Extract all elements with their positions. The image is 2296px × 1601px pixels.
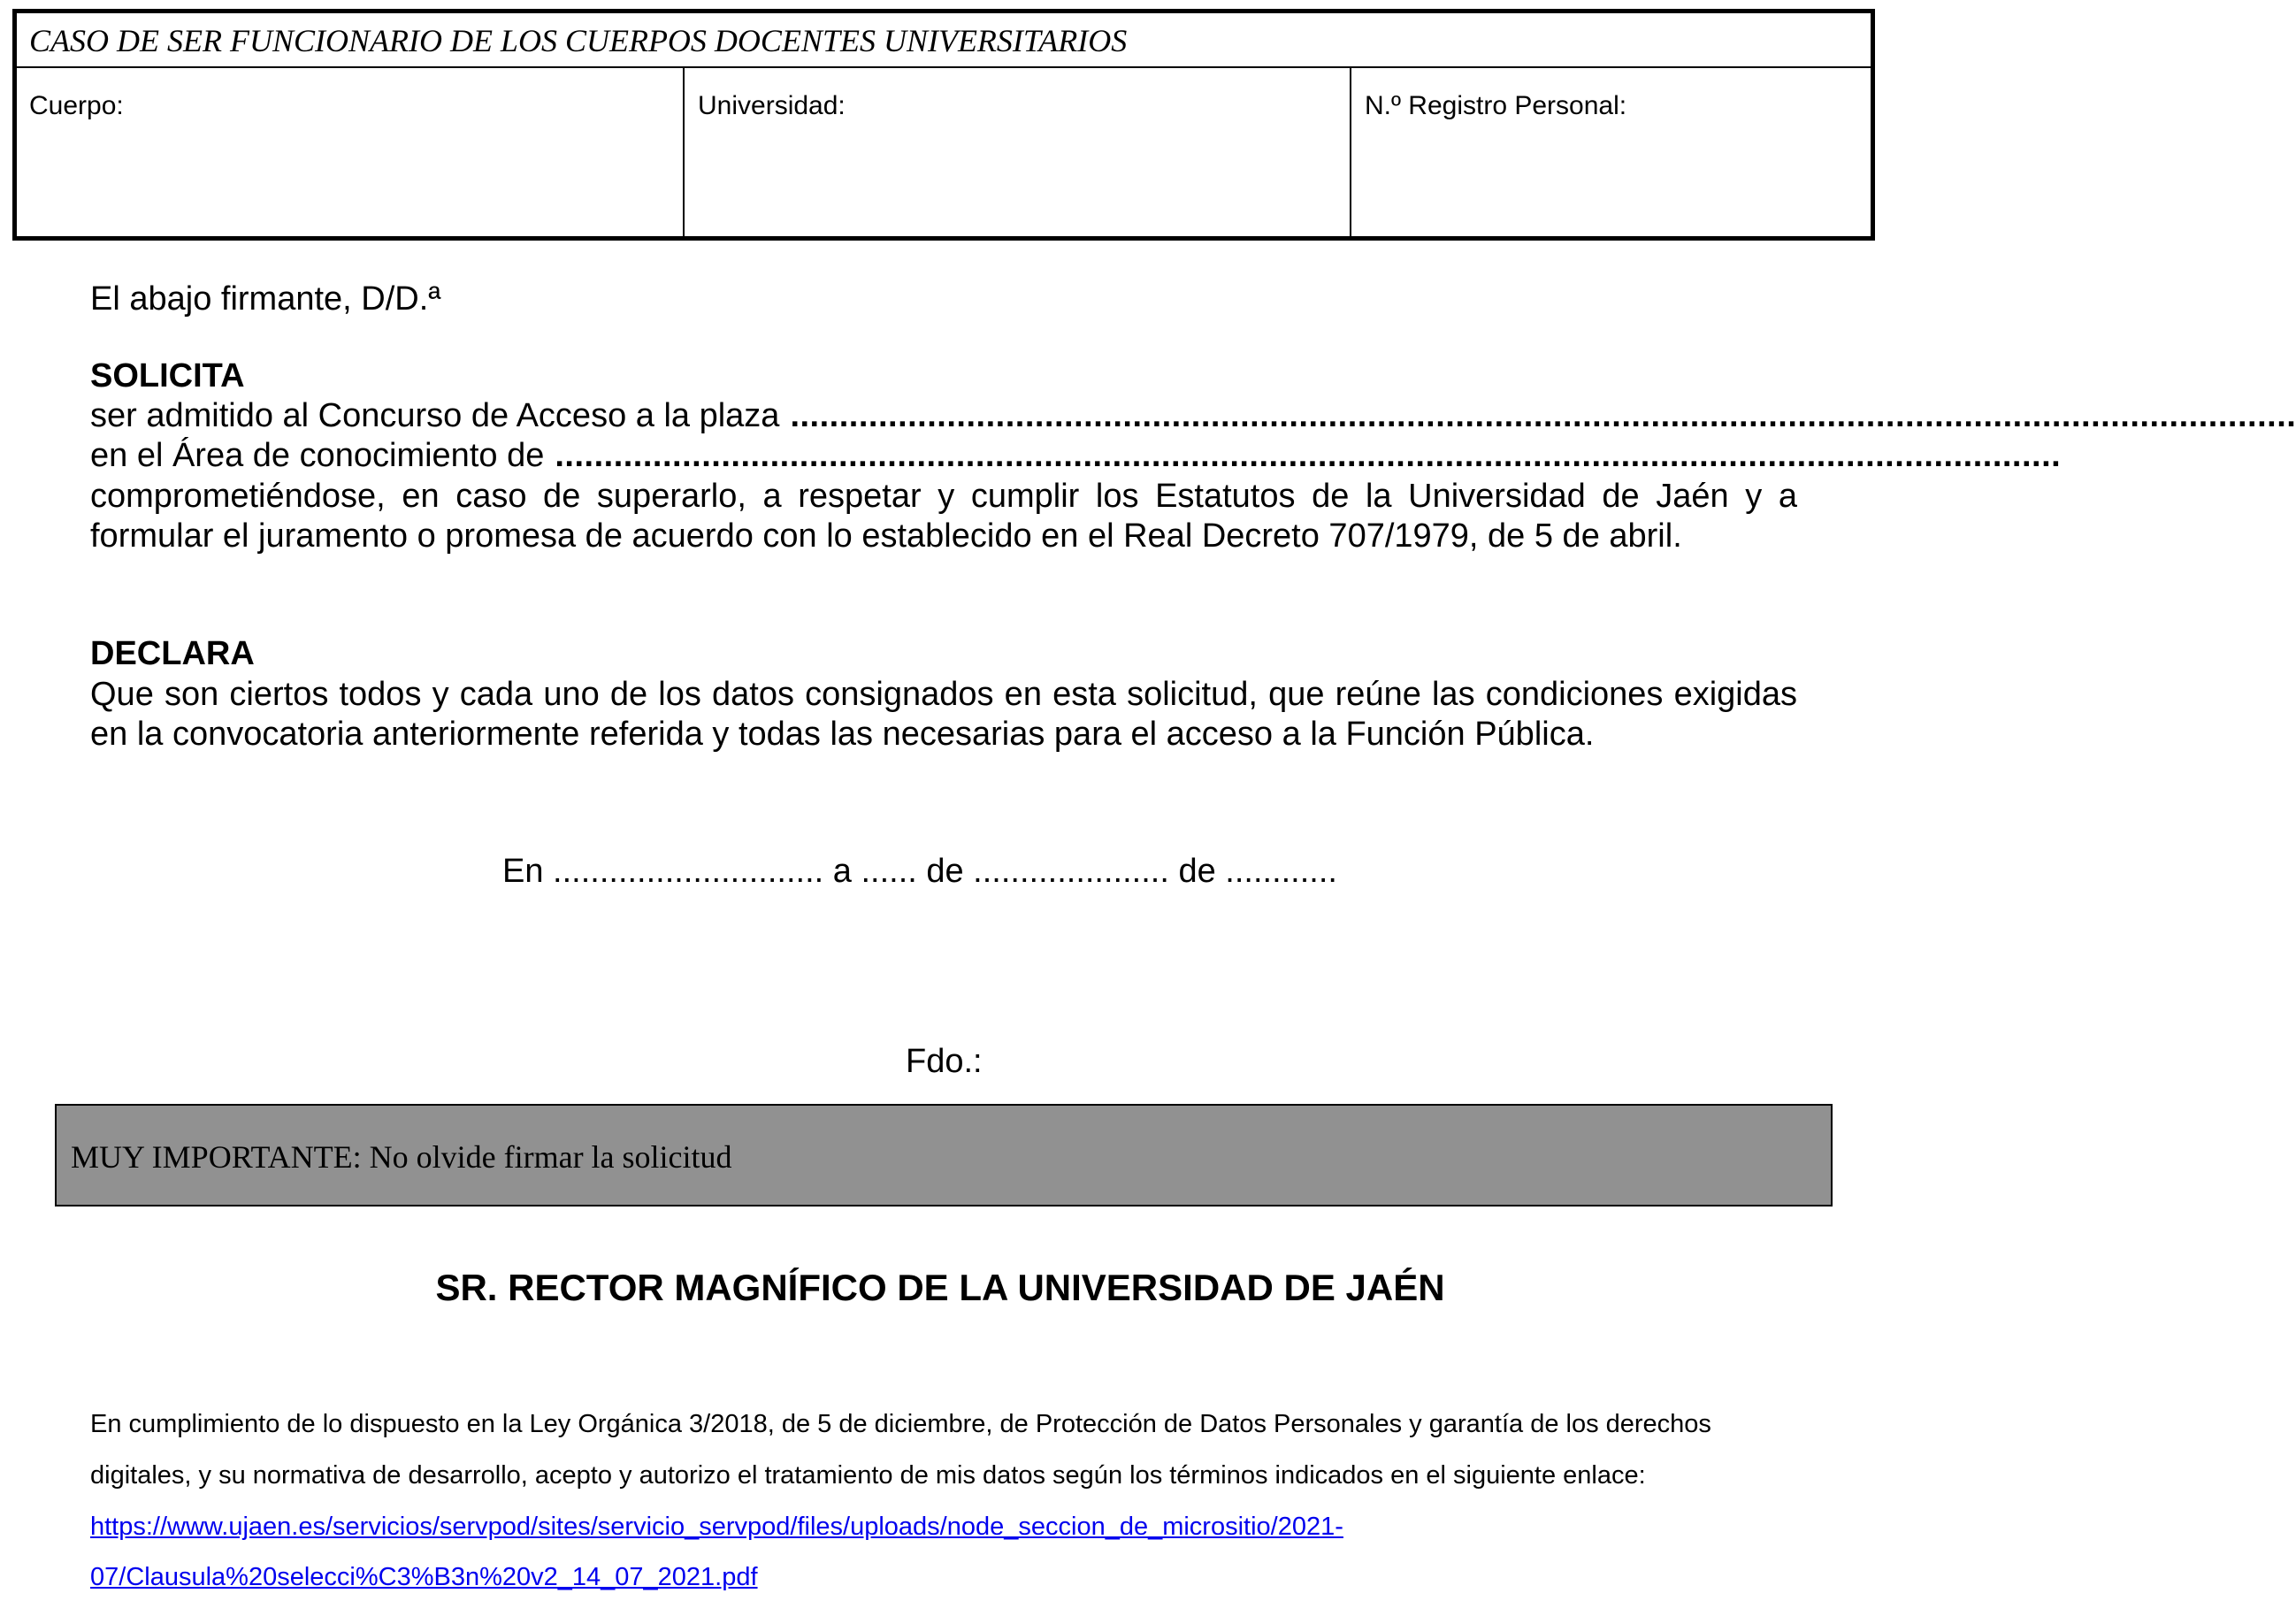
aviso-text: MUY IMPORTANTE: No olvide firmar la solicitud xyxy=(71,1139,732,1175)
clausula-link-line-1[interactable]: https://www.ujaen.es/servicios/servpod/sites/servicio_servpod/files/uploads/node_seccion_de_micrositio/2021- xyxy=(90,1513,1343,1541)
area-label: en el Área de conocimiento de xyxy=(90,437,545,474)
destinatario-title: SR. RECTOR MAGNÍFICO DE LA UNIVERSIDAD DE JAÉN xyxy=(435,1267,1445,1308)
universidad-label: Universidad: xyxy=(698,91,846,120)
area-dots: .......................................................................................................................................................... xyxy=(555,437,2062,474)
declara-heading: DECLARA xyxy=(90,635,255,672)
solicita-heading: SOLICITA xyxy=(90,357,245,395)
solicita-text-line: formular el juramento o promesa de acuerdo con lo establecido en el Real Decreto 707/1979, de 5 de abril. xyxy=(90,517,1682,555)
solicita-text-line: comprometiéndose, en caso de superarlo, a respetar y cumplir los Estatutos de la Universidad de Jaén y a xyxy=(90,478,1797,515)
proteccion-line-2: digitales, y su normativa de desarrollo, acepto y autorizo el tratamiento de mis datos según los términos indicados en el siguiente enlace: xyxy=(90,1461,1646,1490)
cuerpo-field[interactable] xyxy=(17,68,685,236)
plaza-dots: .......................................................................................................................................................... xyxy=(790,397,2296,434)
cuerpo-label: Cuerpo: xyxy=(29,91,124,120)
universidad-field[interactable] xyxy=(685,68,1351,236)
registro-personal-label: N.º Registro Personal: xyxy=(1365,91,1627,120)
aviso-box xyxy=(55,1104,1833,1206)
solicita-paragraph xyxy=(90,477,1797,556)
proteccion-line-1: En cumplimiento de lo dispuesto en la Ley Orgánica 3/2018, de 5 de diciembre, de Protección de Datos Personales y garantía de los derechos xyxy=(90,1410,1711,1438)
plaza-fill-line[interactable] xyxy=(90,397,2296,435)
funcionario-table-header: CASO DE SER FUNCIONARIO DE LOS CUERPOS DOCENTES UNIVERSITARIOS xyxy=(17,13,1871,68)
clausula-link-line-2[interactable]: 07/Clausula%20selecci%C3%B3n%20v2_14_07_2021.pdf xyxy=(90,1563,758,1591)
declara-text-line: Que son ciertos todos y cada uno de los datos consignados en esta solicitud, que reúne las condiciones exigidas xyxy=(90,676,1797,713)
fecha-line[interactable]: En ............................. a ...... de ..................... de ............ xyxy=(502,853,1337,890)
registro-personal-field[interactable] xyxy=(1351,68,1871,236)
area-fill-line[interactable] xyxy=(90,437,2062,475)
declara-paragraph xyxy=(90,675,1797,755)
declara-text-line: en la convocatoria anteriormente referida y todas las necesarias para el acceso a la Función Pública. xyxy=(90,716,1595,753)
plaza-label: ser admitido al Concurso de Acceso a la plaza xyxy=(90,397,780,434)
firma-label[interactable]: Fdo.: xyxy=(906,1043,983,1080)
firmante-line: El abajo firmante, D/D.ª xyxy=(90,280,441,318)
funcionario-table xyxy=(12,9,1875,241)
